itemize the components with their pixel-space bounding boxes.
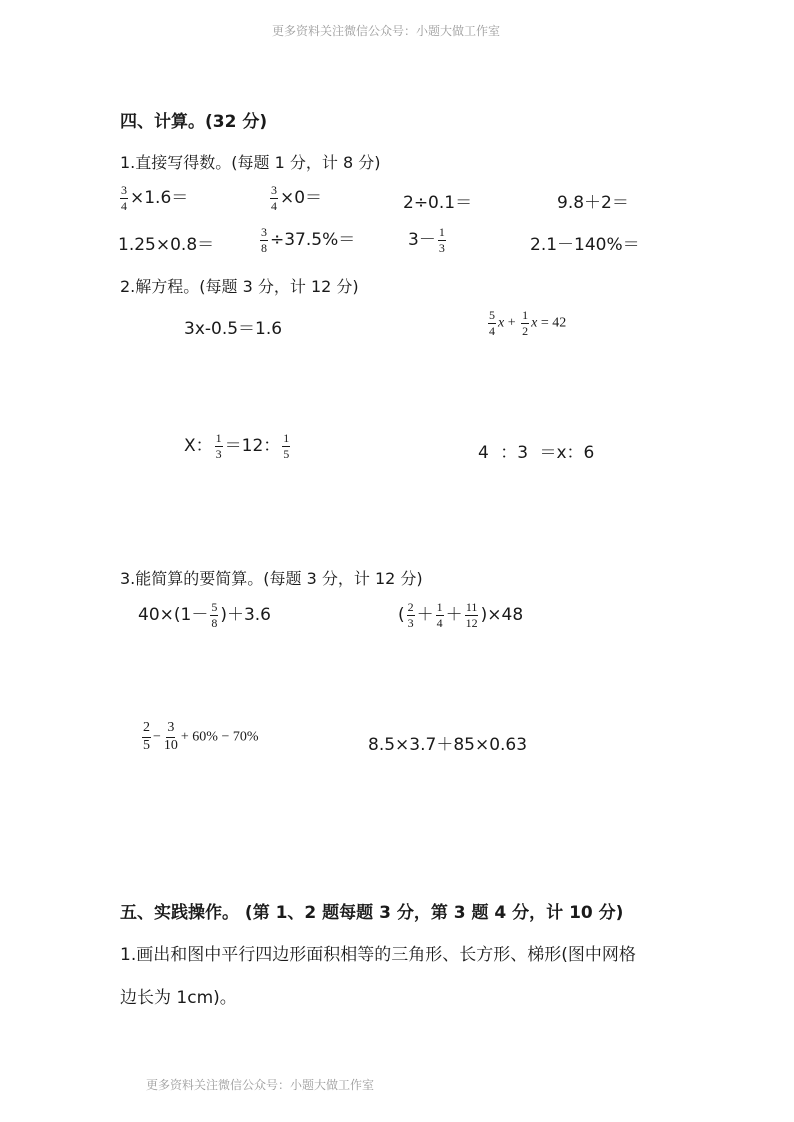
fraction [210,601,218,629]
fraction [142,721,151,753]
expression-text: 40×(1－ [138,605,209,625]
fraction [270,184,278,212]
numerator: 1 [438,224,445,239]
q1-item-4: 9.8＋2＝ [557,193,629,213]
fraction [120,184,128,212]
simplify-expression-4: 8.5×3.7＋85×0.63 [368,735,528,755]
numerator: 3 [166,721,175,738]
numerator: 5 [211,599,218,614]
expression-text: + 60% − 70% [180,729,259,745]
denominator: 3 [438,240,445,255]
fraction [215,432,223,460]
numerator: 1 [522,308,529,322]
expression-text: )＋3.6 [220,605,271,625]
numerator: 3 [121,182,127,197]
watermark-bottom: 更多资料关注微信公众号：小题大做工作室 [146,1078,375,1092]
denominator: 5 [283,446,290,461]
operator: − [153,729,161,745]
watermark-top: 更多资料关注微信公众号：小题大做工作室 [272,24,501,38]
simplify-expression-3 [140,721,259,753]
numerator: 2 [142,721,151,738]
denominator: 4 [121,198,127,213]
expression-text: X： [184,436,213,456]
expression-text: ( [398,605,405,625]
expression-text: ＝12： [224,436,281,456]
expression-text: 3－ [408,230,436,250]
fraction [260,226,268,254]
equation-3 [184,431,292,460]
numerator: 3 [271,182,277,197]
numerator: 11 [465,599,478,614]
q3-title: 3.能简算的要简算。(每题 3 分，计 12 分) [120,569,423,588]
q1-item-1 [118,183,188,212]
section-5-title: 五、实践操作。 (第 1、2 题每题 3 分，第 3 题 4 分，计 10 分) [120,903,624,923]
q1-item-7 [408,225,448,254]
fraction [438,226,446,254]
numerator: 1 [436,599,443,614]
denominator: 4 [489,323,495,338]
denominator: 2 [522,323,529,338]
equation-1: 3x-0.5＝1.6 [184,319,283,339]
expression-text: ×1.6＝ [130,188,189,208]
fraction [163,721,179,753]
expression-text: ÷37.5%＝ [270,230,356,250]
section-5-q1-line-2: 边长为 1cm)。 [120,988,237,1008]
operator: ＋ [416,605,434,625]
numerator: 5 [489,308,495,322]
denominator: 8 [261,240,267,255]
equation-2 [486,309,566,337]
q1-title: 1.直接写得数。(每题 1 分，计 8 分) [120,153,381,172]
q1-item-6 [258,225,355,254]
denominator: 10 [163,737,178,753]
fraction [407,601,415,629]
fraction [282,432,290,460]
equation-4: 4 ：3 ＝x：6 [478,443,595,463]
q1-item-3: 2÷0.1＝ [403,193,473,213]
variable: x [531,315,538,331]
denominator: 4 [436,615,443,630]
q1-item-2 [268,183,322,212]
variable: x [498,315,505,331]
simplify-expression-2 [398,600,523,629]
expression-text: ×0＝ [280,188,323,208]
q1-item-8: 2.1－140%＝ [530,235,640,255]
numerator: 1 [215,430,222,445]
simplify-expression-1 [138,600,271,629]
section-4-title: 四、计算。(32 分) [120,112,268,132]
fraction [488,309,496,337]
denominator: 8 [211,615,218,630]
q1-item-5: 1.25×0.8＝ [118,235,215,255]
q2-title: 2.解方程。(每题 3 分，计 12 分) [120,277,359,296]
denominator: 3 [215,446,222,461]
section-5-q1-line-1: 1.画出和图中平行四边形面积相等的三角形、长方形、梯形(图中网格 [120,945,636,965]
operator: + [507,315,516,331]
numerator: 2 [407,599,414,614]
operator: ＋ [445,605,463,625]
fraction [465,601,479,629]
fraction [436,601,444,629]
numerator: 1 [283,430,290,445]
denominator: 4 [271,198,277,213]
fraction [521,309,529,337]
denominator: 12 [465,615,478,630]
right-hand-side: = 42 [540,315,567,331]
numerator: 3 [261,224,267,239]
denominator: 5 [143,737,150,753]
denominator: 3 [407,615,414,630]
expression-text: )×48 [480,605,524,625]
